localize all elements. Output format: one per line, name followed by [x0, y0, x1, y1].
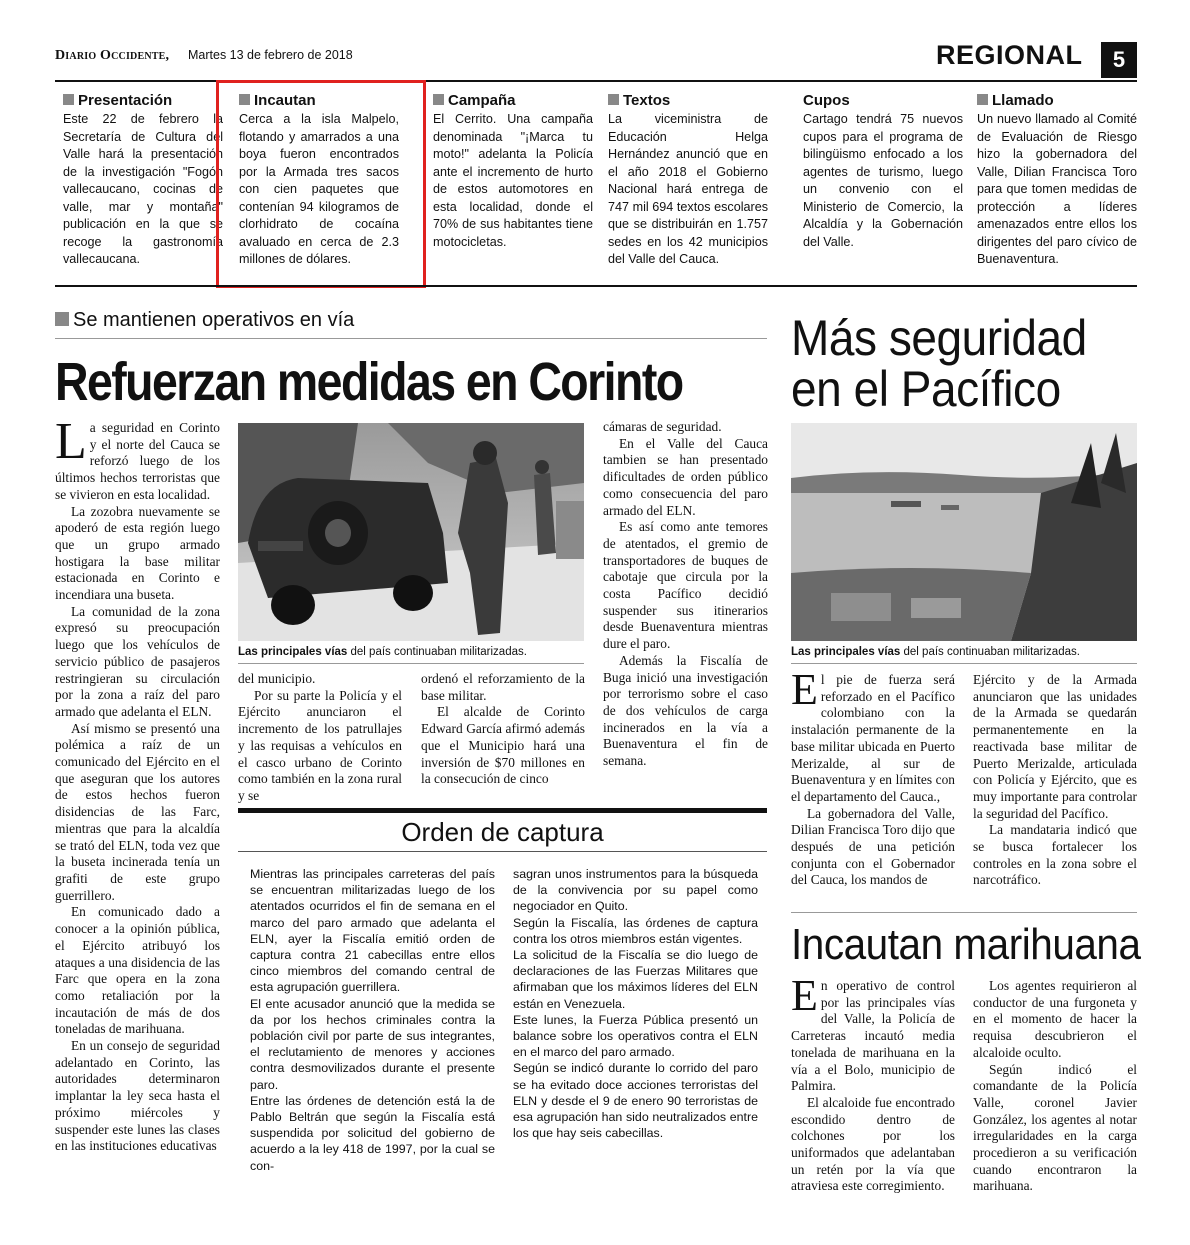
marihuana-column-1: En operativo de control por las principales vías del Valle, la Policía de Carreteras incautó media tonelada de marihuana en la vía a el Bolo, municipio de Palmira. El alcaloide fue encontrado escondido dentro de colchones por los uniformados que adelantaban un retén por la vía que atraviesa este corregimiento.: [791, 971, 955, 1194]
brief-title: Presentación: [63, 92, 223, 110]
pacific-column-2: Ejército y de la Armada anunciaron que las unidades de la Armada se quedarán permanentemente en la reactivada base militar de Puerto Merizalde, articulada con Policía y Ejército, que es muy importante para controlar la seguridad del Pacífico. La mandataria indicó que se busca fortalecer los controles en la zona sobre el narcotráfico.: [973, 672, 1137, 888]
brief-title: Incautan: [239, 92, 399, 110]
brief-title: Textos: [608, 92, 768, 110]
pacific-photo-caption: Las principales vías del país continuaban militarizadas.: [791, 646, 1080, 658]
box-column-left: Mientras las principales carreteras del país se encuentran militarizadas luego de los atentados ocurridos el fin de semana en el marco del paro armado que adelanta el ELN, ayer la Fiscalía emitió orden de captura contra 21 cabecillas entre ellos cinco miembros del comando central de esta agrupación guerrillera. El ente acusador anunció que la medida se da por los hechos criminales contra la población civil por parte de sus integrantes, el reclutamiento de menores y acciones contra desmovilizados durante el presente paro. Entre las órdenes de detención está la de Pablo Beltrán que según la Fiscalía está suspendida por solicitud del gobierno de acuerdo a la ley 418 de 1997, por la cual se con-: [250, 867, 495, 1173]
brief-text: Cartago tendrá 75 nuevos cupos para el programa de bilingüismo enfocado a los agentes de turismo, luego un convenio con el Ministerio de Comercio, la Alcaldía y la Gobernación del Valle.: [803, 112, 963, 249]
square-bullet-icon: [608, 94, 619, 105]
brief-text: Cerca a la isla Malpelo, flotando y amarrados a una boya fueron encontrados por la Armada tres sacos con cien paquetes que contenían 94 kilogramos de clorhidrato de cocaína avaluado en cerca de 2.3 millones de dólares.: [239, 112, 399, 266]
main-column-2: del municipio. Por su parte la Policía y el Ejército anunciaron el incremento de los patrullajes y las requisas a vehículos en el casco urbano de Corinto como también en la zona rural y se: [238, 671, 402, 803]
bay-photo: [791, 423, 1137, 641]
page-number: 5: [1101, 42, 1137, 78]
drop-cap: L: [55, 413, 87, 470]
checkpoint-photo: [238, 423, 584, 641]
brief-title: Cupos: [803, 92, 850, 109]
pacific-end-rule: [791, 912, 1137, 913]
brief-cupos: [803, 92, 963, 251]
brief-llamado: [977, 92, 1137, 269]
brief-text: Este 22 de febrero la Secretaría de Cultura del Valle hará la presentación de la investigación "Fogón vallecaucano, cocinas de valle, mar y montaña" publicación en la que se recoge la gastronomía vallecaucana.: [63, 112, 223, 266]
main-column-3: ordenó el reforzamiento de la base militar. El alcalde de Corinto Edward García afirmó además que el Municipio hará una inversión de $70 millones en la consecución de cinco: [421, 671, 585, 787]
main-headline: Refuerzan medidas en Corinto: [55, 352, 683, 412]
brief-title: Llamado: [977, 92, 1137, 110]
brief-title: Campaña: [433, 92, 593, 110]
highlight-box: [216, 80, 426, 288]
square-bullet-icon: [433, 94, 444, 105]
main-column-4: cámaras de seguridad. En el Valle del Cauca tambien se han presentado dificultades de orden público como consecuencia del paro armado del ELN. Es así como ante temores de atentados, el gremio de transportadores de buques de cabotaje que circula por la costa Pacífico decidió suspender sus itinerarios desde Buenaventura mientras dure el paro. Además la Fiscalía de Buga inició una investigación por terrorismo sobre el caso de dos vehículos de carga incinerados en la vía a Buenaventura el fin de semana.: [603, 419, 768, 769]
caption-rule: [238, 663, 584, 664]
brief-presentacion: [63, 92, 223, 269]
box-title: Orden de captura: [238, 808, 767, 852]
marihuana-column-2: Los agentes requirieron al conductor de una furgoneta y en el momento de hacer la requisa descubrieron el alcaloide oculto. Según indicó el comandante de la Policía Valle, coronel Javier González, los agentes al notar irregularidades en la carga procedieron a su verificación cuando encontraron la marihuana.: [973, 978, 1137, 1194]
brief-text: Un nuevo llamado al Comité de Evaluación de Riesgo hizo la gobernadora del Valle, Dilian Francisca Toro para que tomen medidas de protección a líderes amenazados entre ellos los dirigentes del paro cívico de Buenaventura.: [977, 112, 1137, 266]
drop-cap: E: [791, 971, 818, 1020]
issue-date: Martes 13 de febrero de 2018: [188, 48, 353, 62]
pacific-headline-line-1: Más seguridad: [791, 310, 1087, 366]
article-kicker: Se mantienen operativos en vía: [55, 309, 354, 332]
main-photo-caption: Las principales vías del país continuaban militarizadas.: [238, 646, 527, 658]
pacific-headline-line-2: en el Pacífico: [791, 361, 1061, 417]
newspaper-name: Diario Occidente,: [55, 48, 170, 63]
square-bullet-icon: [977, 94, 988, 105]
brief-text: La viceministra de Educación Helga Hernández anunció que en el año 2018 el Gobierno Nacional hará entrega de 747 mil 694 textos escolares que se distribuirán en 1.757 sedes en los 42 municipios del Valle del Cauca.: [608, 112, 768, 266]
square-bullet-icon: [55, 312, 69, 326]
brief-campana: [433, 92, 593, 251]
pacific-column-1: El pie de fuerza será reforzado en el Pacífico colombiano con la instalación permanente de la base militar ubicada en Puerto Merizalde, al sur de Buenaventura y en límites con el departamento del Cauca., La gobernadora del Valle, Dilian Francisca Toro dijo que después de una petición conjunta con el Gobernador del Cauca, los mandos de: [791, 665, 955, 888]
kicker-rule: [55, 338, 767, 339]
section-name: REGIONAL: [936, 40, 1083, 70]
section-rule: [55, 285, 1137, 287]
main-column-1: La seguridad en Corinto y el norte del Cauca se reforzó luego de los últimos hechos terroristas que se vivieron en esta localidad. La zozobra nuevamente se apoderó de esta región luego que un grupo armado hostigara la base militar estacionada en Corinto e incendiara una buseta. La comunidad de la zona expresó su preocupación luego que los vehículos de servicio público de pasajeros restringieran su circulación por la zona a raíz del paro armado que adelanta el ELN. Así mismo se presentó una polémica a raíz de un comunicado del Ejército en el que aseguran que los autores de estos hechos fueron disidencias de las Farc, mientras que para la alcaldía se trató del ELN, toda vez que la buseta incinerada tenía un grafiti de este grupo guerrillero. En comunicado dado a conocer a la opinión pública, el Ejército atribuyó los ataques a una disidencia de las Farc que opera en la zona como retaliación por la incautación de más de dos toneladas de marihuana. En un consejo de seguridad adelantado en Corinto, las autoridades determinaron implantar la ley seca hasta el próximo miércoles y suspender este lunes las clases en las instituciones educativas: [55, 413, 220, 1154]
brief-textos: [608, 92, 768, 269]
caption-rule: [791, 663, 1137, 664]
square-bullet-icon: [63, 94, 74, 105]
box-column-right: sagran unos instrumentos para la búsqueda de la convivencia por su papel como negociador en Quito. Según la Fiscalía, las órdenes de captura contra los otros miembros están vigentes. La solicitud de la Fiscalía se dio luego de declaraciones de las Fuerzas Militares que afirmaban que los máximos líderes del ELN están en Venezuela. Este lunes, la Fuerza Pública presentó un balance sobre los operativos contra el ELN en el marco del paro armado. Según se indicó durante lo corrido del paro se ha evitado doce acciones terroristas del ELN y desde el 9 de enero 90 terroristas de esa agrupación han sido neutralizados entre los que hay seis cabecillas.: [513, 867, 758, 1141]
drop-cap: E: [791, 665, 818, 714]
marihuana-headline: Incautan marihuana: [791, 920, 1141, 969]
brief-text: El Cerrito. Una campaña denominada "¡Marca tu moto!" adelanta la Policía ante el incremento de hurto de estos automotores en esta localidad, donde el 70% de sus habitantes tiene motocicletas.: [433, 112, 593, 249]
